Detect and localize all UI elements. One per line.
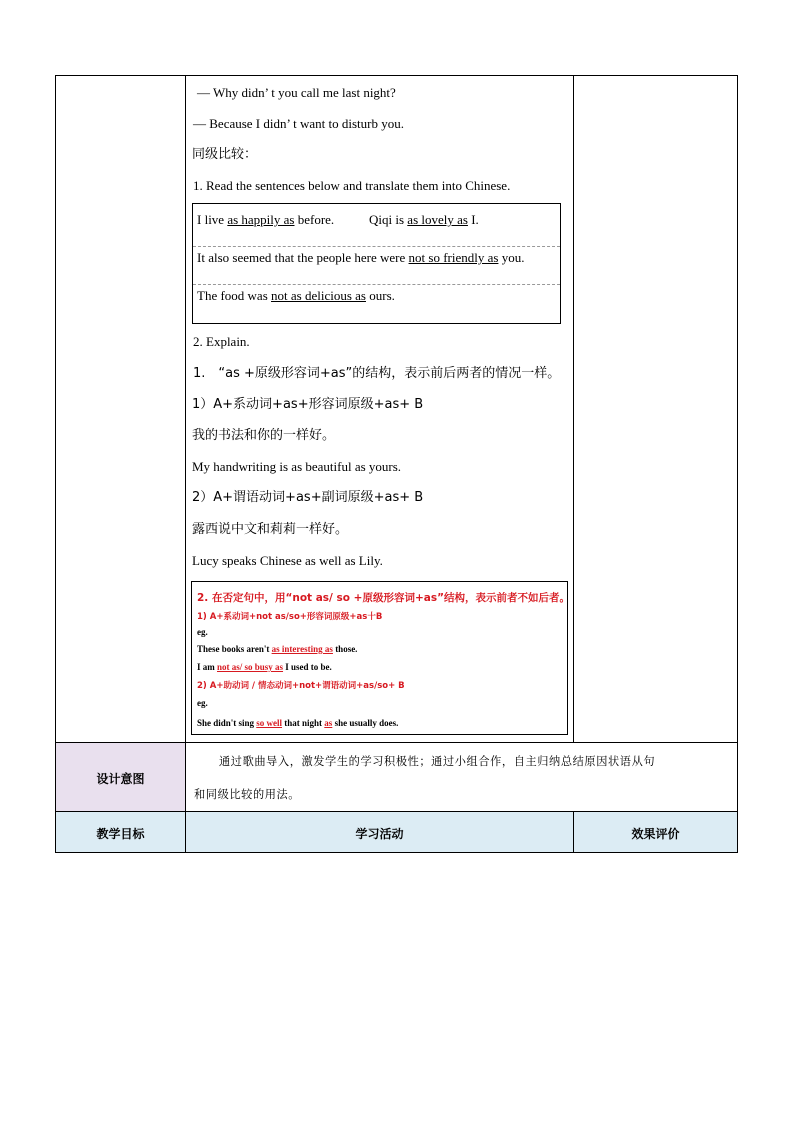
task2-instruction: 2. Explain.: [193, 334, 250, 349]
task1-instruction: 1. Read the sentences below and translate them into Chinese.: [193, 178, 511, 193]
negative-comparison-box: [191, 581, 568, 735]
sentence-row-2: It also seemed that the people here were not so friendly as you.: [197, 250, 525, 265]
equality-heading: 同级比较：: [192, 147, 258, 162]
header-evaluation: 效果评价: [573, 811, 738, 853]
sentence-row-1b: Qiqi is as lovely as I.: [369, 212, 479, 227]
example-2-english: Lucy speaks Chinese as well as Lily.: [192, 553, 383, 568]
design-intent-text-cell: [185, 742, 738, 812]
sentence-row-3: The food was not as delicious as ours.: [197, 288, 395, 303]
design-intent-text-2: 和同级比较的用法。: [194, 788, 301, 801]
phrase-not-as-delicious-as: not as delicious as: [271, 288, 366, 303]
phrase-as-happily-as: as happily as: [227, 212, 295, 227]
neg-eg-2: eg.: [197, 698, 208, 708]
header-teaching-goal: 教学目标: [55, 811, 186, 853]
row-separator: [193, 246, 560, 247]
header-learning-activity: 学习活动: [185, 811, 574, 853]
phrase-as: as: [324, 718, 333, 728]
dialogue-question: — Why didn’ t you call me last night?: [197, 85, 396, 100]
rule-1-formula-1: 1）A+系动词+as+形容词原级+as+ B: [192, 397, 424, 412]
neg-formula-1: 1) A+系动词+not as/so+形容词原级+as十B: [197, 612, 383, 622]
example-1-chinese: 我的书法和你的一样好。: [192, 428, 336, 443]
phrase-as-interesting-as: as interesting as: [271, 644, 333, 654]
neg-sentence-2: I am not as/ so busy as I used to be.: [197, 662, 332, 672]
example-1-english: My handwriting is as beautiful as yours.: [192, 459, 402, 474]
phrase-so-well: so well: [256, 718, 283, 728]
dialogue-answer: — Because I didn’ t want to disturb you.: [193, 116, 404, 131]
neg-rule-title: 2. 在否定句中，用“not as/ so +原级形容词+as”结构，表示前者不如后者。: [197, 592, 570, 604]
design-intent-text-1: 通过歌曲导入，激发学生的学习积极性；通过小组合作，自主归纳总结原因状语从句: [219, 755, 656, 768]
phrase-not-as-so-busy-as: not as/ so busy as: [217, 662, 284, 672]
sentence-row-1: I live as happily as before.: [197, 212, 335, 227]
row-separator: [193, 284, 560, 285]
design-intent-label-cell: [55, 742, 186, 812]
evaluation-cell: [573, 75, 738, 743]
rule-1-formula-2: 2）A+谓语动词+as+副词原级+as+ B: [192, 490, 424, 505]
neg-sentence-3: She didn't sing so well that night as she usually does.: [197, 718, 399, 728]
goal-cell: [55, 75, 186, 743]
example-2-chinese: 露西说中文和莉莉一样好。: [192, 522, 349, 537]
neg-eg-1: eg.: [197, 627, 208, 637]
neg-formula-2: 2) A+助动词 / 情态动词+not+谓语动词+as/so+ B: [197, 681, 405, 691]
design-intent-label: 设计意图: [96, 772, 145, 786]
phrase-as-lovely-as: as lovely as: [407, 212, 468, 227]
neg-sentence-1: These books aren't as interesting as those.: [197, 644, 358, 654]
rule-1: 1. “as +原级形容词+as”的结构，表示前后两者的情况一样。: [193, 366, 561, 381]
translate-sentences-box: [192, 203, 561, 324]
phrase-not-so-friendly-as: not so friendly as: [408, 250, 499, 265]
